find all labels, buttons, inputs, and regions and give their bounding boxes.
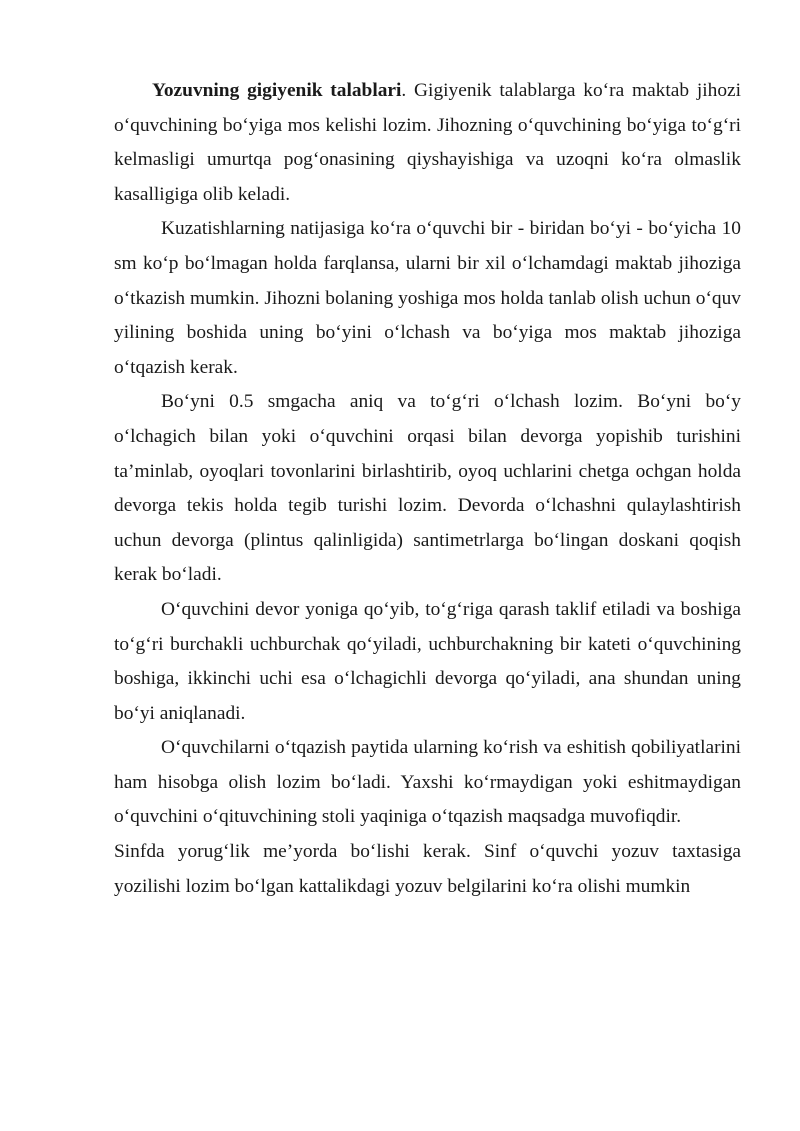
paragraph-seating-vision-hearing: O‘quvchilarni o‘tqazish paytida ularning ko‘rish va eshitish qobiliyatlarini ham hisobga olish lozim bo‘ladi. Yaxshi ko‘rmaydigan yoki eshitmaydigan o‘quvchini o‘qituvchining stoli yaqiniga o‘tqazish maqsadga muvofiqdir. [114, 737, 741, 828]
section-heading: Yozuvning gigiyenik talablari [152, 80, 402, 101]
paragraph-observations: Kuzatishlarning natijasiga ko‘ra o‘quvchi bir - biridan bo‘yi - bo‘yicha 10 sm ko‘p bo‘lmagan holda farqlansa, ularni bir xil o‘lchamdagi maktab jihoziga o‘tkazish mumkin. Jihozni bolaning yoshiga mos holda tanlab olish uchun o‘quv yilining boshida uning bo‘yini o‘lchash va bo‘yiga mos maktab jihoziga o‘tqazish kerak. [114, 218, 741, 378]
paragraph-hygiene-requirements [114, 74, 741, 212]
document-page [114, 74, 741, 904]
paragraph-height-measurement: Bo‘yni 0.5 smgacha aniq va to‘g‘ri o‘lchash lozim. Bo‘yni bo‘y o‘lchagich bilan yoki o‘quvchini orqasi bilan devorga yopishib turishini ta’minlab, oyoqlari tovonlarini birlashtirib, oyoq uchlarini chetga ochgan holda devorga tekis holda tegib turishi lozim. Devorda o‘lchashni qulaylashtirish uchun devorga (plintus qalinligida) santimetrlarga bo‘lingan doskani qoqish kerak bo‘ladi. [114, 391, 741, 586]
paragraph-triangle-method: O‘quvchini devor yoniga qo‘yib, to‘g‘riga qarash taklif etiladi va boshiga to‘g‘ri burchakli uchburchak qo‘yiladi, uchburchakning bir kateti o‘quvchining boshiga, ikkinchi uchi esa o‘lchagichli devorga qo‘yiladi, ana shundan uning bo‘yi aniqlanadi. [114, 598, 741, 724]
paragraph-text: . Gigiyenik talablarga ko‘ra maktab jihozi o‘quvchining bo‘yiga mos kelishi lozim. Jihozning o‘quvchining bo‘yiga to‘g‘ri kelmasligi umurtqa pog‘onasining qiyshayishiga va uzoqni ko‘ra olmaslik kasalligiga olib keladi. [114, 80, 742, 205]
paragraph-classroom-lighting: Sinfda yorug‘lik me’yorda bo‘lishi kerak. Sinf o‘quvchi yozuv taxtasiga yozilishi lozim bo‘lgan kattalikdagi yozuv belgilarini ko‘ra olishi mumkin [114, 841, 741, 897]
